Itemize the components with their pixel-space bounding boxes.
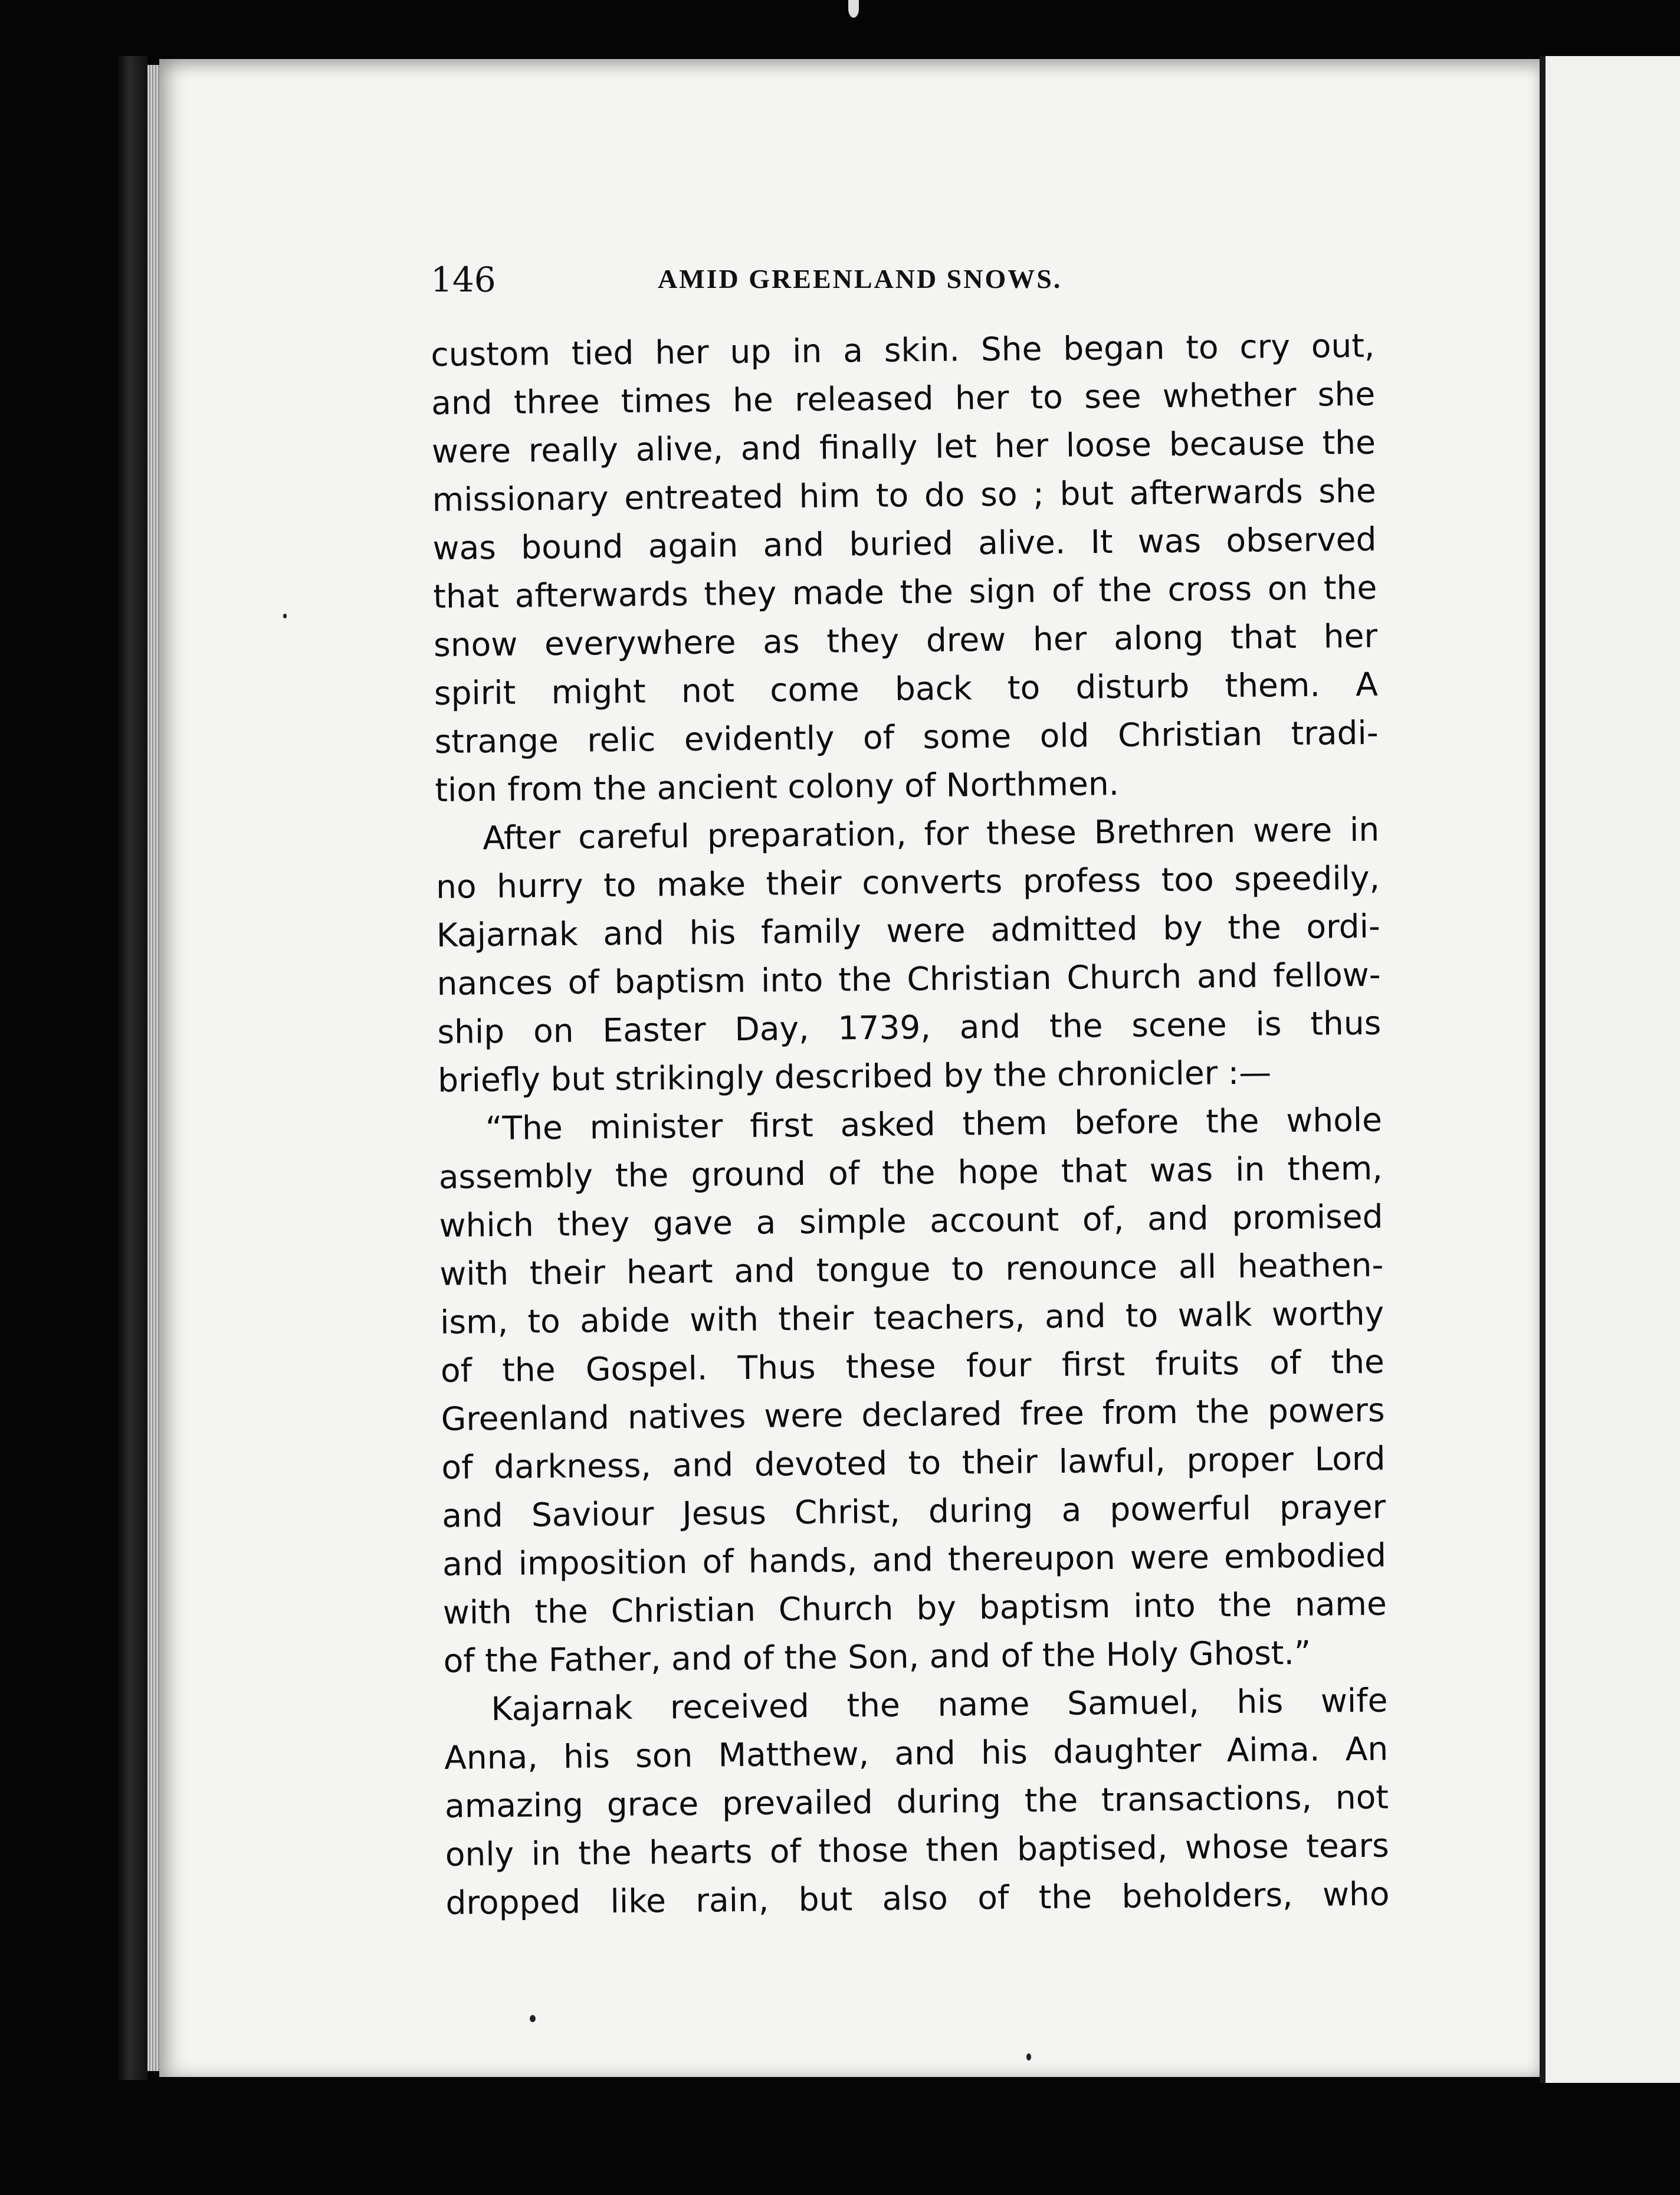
- paragraph-4: [444, 1676, 1390, 1927]
- text-line: of the Father, and of the Son, and of the Holy Ghost.”: [443, 1633, 1311, 1680]
- text-line: “The minister first asked them before the whole: [485, 1100, 1383, 1148]
- text-line: spirit might not come back to disturb them. A: [434, 665, 1379, 712]
- facing-page: [1546, 56, 1680, 2083]
- paragraph-2: [435, 805, 1382, 1105]
- text-line: and Saviour Jesus Christ, during a powerful prayer: [441, 1488, 1386, 1535]
- text-line: which they gave a simple account of, and promised: [439, 1197, 1383, 1244]
- text-line: ship on Easter Day, 1739, and the scene is thus: [437, 1004, 1382, 1051]
- body-text: [431, 322, 1390, 1927]
- ink-speck: [283, 614, 287, 618]
- text-line: that afterwards they made the sign of the cross on the: [433, 568, 1377, 615]
- paragraph-3-quotation: [438, 1096, 1387, 1685]
- text-line: amazing grace prevailed during the transactions, not: [444, 1778, 1389, 1825]
- text-line: nances of baptism into the Christian Church and fellow-: [437, 955, 1381, 1003]
- text-line: dropped like rain, but also of the beholders, who: [445, 1875, 1390, 1922]
- text-line: briefly but strikingly described by the chronicler :—: [437, 1053, 1272, 1099]
- text-line: of the Gospel. Thus these four first fruits of the: [440, 1342, 1385, 1390]
- text-line: with their heart and tongue to renounce all heathen-: [439, 1246, 1384, 1293]
- running-title: AMID GREENLAND SNOWS.: [658, 264, 1062, 294]
- ink-speck: [530, 2015, 536, 2022]
- text-line: Anna, his son Matthew, and his daughter Aima. An: [444, 1729, 1389, 1777]
- paragraph-1: [431, 322, 1379, 814]
- page-edges: [147, 65, 160, 2071]
- text-line: Greenland natives were declared free from the powers: [441, 1391, 1385, 1438]
- top-scan-mark: [848, 0, 859, 18]
- page-header: [431, 260, 1162, 307]
- text-line: with the Christian Church by baptism into the name: [442, 1584, 1387, 1631]
- text-line: and three times he released her to see whether she: [431, 375, 1376, 422]
- text-line: Kajarnak and his family were admitted by the ordi-: [436, 907, 1381, 954]
- text-line: Kajarnak received the name Samuel, his wife: [491, 1681, 1388, 1728]
- text-line: were really alive, and finally let her loose because the: [431, 423, 1376, 470]
- book-spine: [118, 56, 147, 2080]
- text-line: assembly the ground of the hope that was in them,: [438, 1149, 1383, 1196]
- text-line: was bound again and buried alive. It was observed: [432, 520, 1377, 567]
- text-line: and imposition of hands, and thereupon were embodied: [442, 1536, 1387, 1583]
- text-line: After careful preparation, for these Brethren were in: [482, 810, 1380, 857]
- page-number: 146: [431, 260, 496, 300]
- text-line: tion from the ancient colony of Northmen.: [435, 764, 1120, 809]
- text-line: snow everywhere as they drew her along that her: [433, 617, 1378, 664]
- text-line: of darkness, and devoted to their lawful, proper Lord: [441, 1439, 1386, 1486]
- ink-speck: [1026, 2053, 1031, 2060]
- text-line: custom tied her up in a skin. She began to cry out,: [431, 326, 1375, 374]
- text-line: missionary entreated him to do so ; but afterwards she: [432, 471, 1376, 519]
- text-line: ism, to abide with their teachers, and to walk worthy: [439, 1294, 1384, 1341]
- text-line: strange relic evidently of some old Christian tradi-: [434, 713, 1379, 761]
- text-line: no hurry to make their converts profess too speedily,: [435, 859, 1380, 906]
- text-line: only in the hearts of those then baptised, whose tears: [445, 1826, 1390, 1873]
